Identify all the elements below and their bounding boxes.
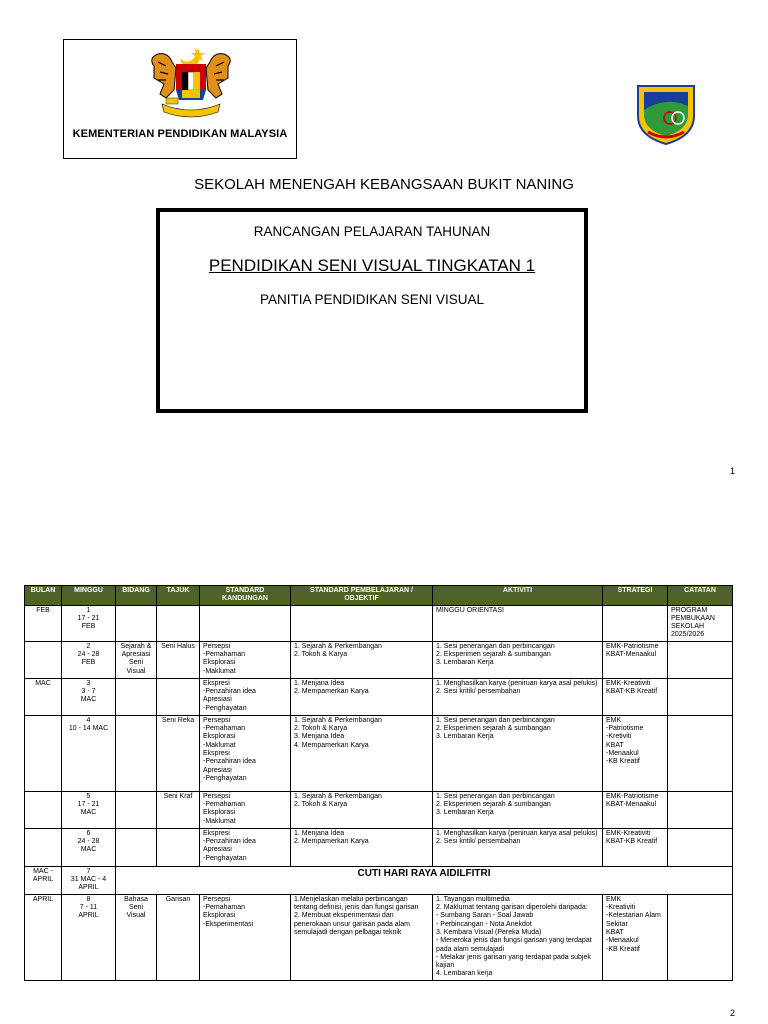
cell-catatan: [668, 641, 733, 678]
cell-catatan: [668, 894, 733, 980]
cell-catatan: [668, 791, 733, 828]
cell-strategi: [603, 605, 668, 641]
cell-catatan: [668, 715, 733, 791]
cell-bidang: Sejarah & Apresiasi Seni Visual: [116, 641, 157, 678]
header-aktiviti: AKTIVITI: [433, 586, 603, 606]
page-number-1: 1: [730, 466, 736, 476]
cell-tajuk: Seni Kraf: [157, 791, 200, 828]
cell-bulan: MAC: [25, 678, 62, 715]
cell-aktiviti: 1. Menghasilkan karya (peniruan karya asal pelukis) 2. Sesi kritik/ persembahan: [433, 678, 603, 715]
cell-bidang: [116, 678, 157, 715]
header-bidang: BIDANG: [116, 586, 157, 606]
cell-pembelajaran: 1.Menjelaskan melalui perbincangan tentang definisi, jenis dan fungsi garisan 2. Membuat eksperimentasi dan penerokaan unsur garisan pada alam semulajadi dengan pelbagai teknik: [291, 894, 433, 980]
cell-tajuk: Garisan: [157, 894, 200, 980]
table-row: [25, 791, 733, 828]
cell-bulan: MAC - APRIL: [25, 866, 62, 894]
table-row: [25, 605, 733, 641]
cell-minggu: 2 24 - 28 FEB: [62, 641, 116, 678]
cell-bulan: FEB: [25, 605, 62, 641]
cell-minggu: 7 31 MAC - 4 APRIL: [62, 866, 116, 894]
school-name: SEKOLAH MENENGAH KEBANGSAAN BUKIT NANING: [194, 176, 574, 193]
cell-aktiviti: 1. Tayangan multimedia 2. Maklumat tentang garisan diperolehi daripada: - Sumbang Saran - Soal Jawab - Perbincangan - Nota Anekdot 3. Kembara Visual (Pereka Muda) - Meneroka jenis dan fungsi garisan yang terdapat pada alam semulajadi - Melakar jenis garisan yang terdapat pada subjek kajian 4. Lembaran kerja: [433, 894, 603, 980]
header-tajuk: TAJUK: [157, 586, 200, 606]
cell-kandungan: [200, 605, 291, 641]
cell-pembelajaran: 1. Sejarah & Perkembangan 2. Tokoh & Karya: [291, 791, 433, 828]
header-standard-kandungan: STANDARD KANDUNGAN: [200, 586, 291, 606]
cell-minggu: 4 10 - 14 MAC: [62, 715, 116, 791]
cell-bidang: Bahasa Seni Visual: [116, 894, 157, 980]
cell-tajuk: [157, 605, 200, 641]
cell-pembelajaran: [291, 605, 433, 641]
table-row: [25, 678, 733, 715]
cell-strategi: EMK -Kreativiti -Kelestarian Alam Sekitar KBAT -Menaakul -KB Kreatif: [603, 894, 668, 980]
header-bulan: BULAN: [25, 586, 62, 606]
cell-minggu: 6 24 - 28 MAC: [62, 828, 116, 866]
cell-bulan: [25, 791, 62, 828]
cell-tajuk: Seni Reka: [157, 715, 200, 791]
annual-plan-table: [24, 585, 733, 981]
cell-pembelajaran: 1. Sejarah & Perkembangan 2. Tokoh & Karya: [291, 641, 433, 678]
plan-title: RANCANGAN PELAJARAN TAHUNAN: [253, 224, 491, 239]
malaysia-coat-of-arms-icon: [136, 44, 246, 124]
cell-catatan: [668, 828, 733, 866]
header-strategi: STRATEGI: [603, 586, 668, 606]
cell-minggu: 5 17 - 21 MAC: [62, 791, 116, 828]
cell-bulan: [25, 641, 62, 678]
title-box: [156, 208, 588, 413]
ministry-logo-box: [63, 39, 297, 159]
cell-kandungan: Ekspresi -Penzahiran idea Apresiasi -Penghayatan: [200, 678, 291, 715]
cell-kandungan: Persepsi -Pemahaman Eksplorasi -Maklumat: [200, 791, 291, 828]
cell-strategi: EMK -Patriotisme -Kretiviti KBAT -Menaakul -KB Kreatif: [603, 715, 668, 791]
holiday-label: CUTI HARI RAYA AIDILFITRI: [116, 866, 733, 894]
header-catatan: CATATAN: [668, 586, 733, 606]
table-header-row: [25, 586, 733, 606]
cell-bulan: [25, 828, 62, 866]
cell-strategi: EMK-Kreativiti KBAT-KB Kreatif: [603, 828, 668, 866]
holiday-row: [25, 866, 733, 894]
table-row: [25, 641, 733, 678]
cell-aktiviti: 1. Menghasilkan karya (peniruan karya asal pelukis) 2. Sesi kritik/ persembahan: [433, 828, 603, 866]
cell-tajuk: [157, 828, 200, 866]
table-row: [25, 894, 733, 980]
cell-strategi: EMK-Patriotisme KBAT-Menaakul: [603, 791, 668, 828]
cell-minggu: 3 3 - 7 MAC: [62, 678, 116, 715]
cell-minggu: 1 17 - 21 FEB: [62, 605, 116, 641]
table-row: [25, 828, 733, 866]
page-number-2: 2: [730, 1008, 736, 1018]
cell-bidang: [116, 605, 157, 641]
cell-aktiviti: 1. Sesi penerangan dan perbincangan 2. Eksperimen sejarah & sumbangan 3. Lembaran Kerja: [433, 715, 603, 791]
cell-kandungan: Persepsi -Pemahaman Eksplorasi -Maklumat Ekspresi -Penzahiran idea Apresiasi -Penghayatan: [200, 715, 291, 791]
cell-catatan: [668, 678, 733, 715]
cell-pembelajaran: 1. Menjana Idea 2. Mempamerkan Karya: [291, 678, 433, 715]
subject-title: PENDIDIKAN SENI VISUAL TINGKATAN 1: [208, 256, 536, 275]
cell-kandungan: Persepsi -Pemahaman Eksplorasi -Eksperimentasi: [200, 894, 291, 980]
cell-minggu: 8 7 - 11 APRIL: [62, 894, 116, 980]
cell-pembelajaran: 1. Menjana Idea 2. Mempamerkan Karya: [291, 828, 433, 866]
cell-bidang: [116, 791, 157, 828]
table-row: [25, 715, 733, 791]
cell-aktiviti: 1. Sesi penerangan dan perbincangan 2. Eksperimen sejarah & sumbangan 3. Lembaran Kerja: [433, 641, 603, 678]
cell-bidang: [116, 715, 157, 791]
cell-aktiviti: MINGGU ORIENTASI: [433, 605, 603, 641]
cell-aktiviti: 1. Sesi penerangan dan perbincangan 2. Eksperimen sejarah & sumbangan 3. Lembaran Kerja: [433, 791, 603, 828]
cell-bidang: [116, 828, 157, 866]
cell-tajuk: Seni Halus: [157, 641, 200, 678]
ministry-name: KEMENTERIAN PENDIDIKAN MALAYSIA: [72, 128, 288, 140]
cell-catatan: PROGRAM PEMBUKAAN SEKOLAH 2025/2026: [668, 605, 733, 641]
school-crest-icon: [634, 80, 698, 146]
cell-bulan: [25, 715, 62, 791]
cell-kandungan: Persepsi -Pemahaman Eksplorasi -Maklumat: [200, 641, 291, 678]
cell-strategi: EMK-Kreativiti KBAT-KB Kreatif: [603, 678, 668, 715]
cell-bulan: APRIL: [25, 894, 62, 980]
cell-pembelajaran: 1. Sejarah & Perkembangan 2. Tokoh & Karya 3. Menjana Idea 4. Mempamerkan Karya: [291, 715, 433, 791]
cell-tajuk: [157, 678, 200, 715]
cell-strategi: EMK-Patriotisme KBAT-Menaakul: [603, 641, 668, 678]
header-standard-pembelajaran: STANDARD PEMBELAJARAN / OBJEKTIF: [291, 586, 433, 606]
cell-kandungan: Ekspresi -Penzahiran idea Apresiasi -Penghayatan: [200, 828, 291, 866]
header-minggu: MINGGU: [62, 586, 116, 606]
committee-title: PANITIA PENDIDIKAN SENI VISUAL: [259, 292, 485, 307]
